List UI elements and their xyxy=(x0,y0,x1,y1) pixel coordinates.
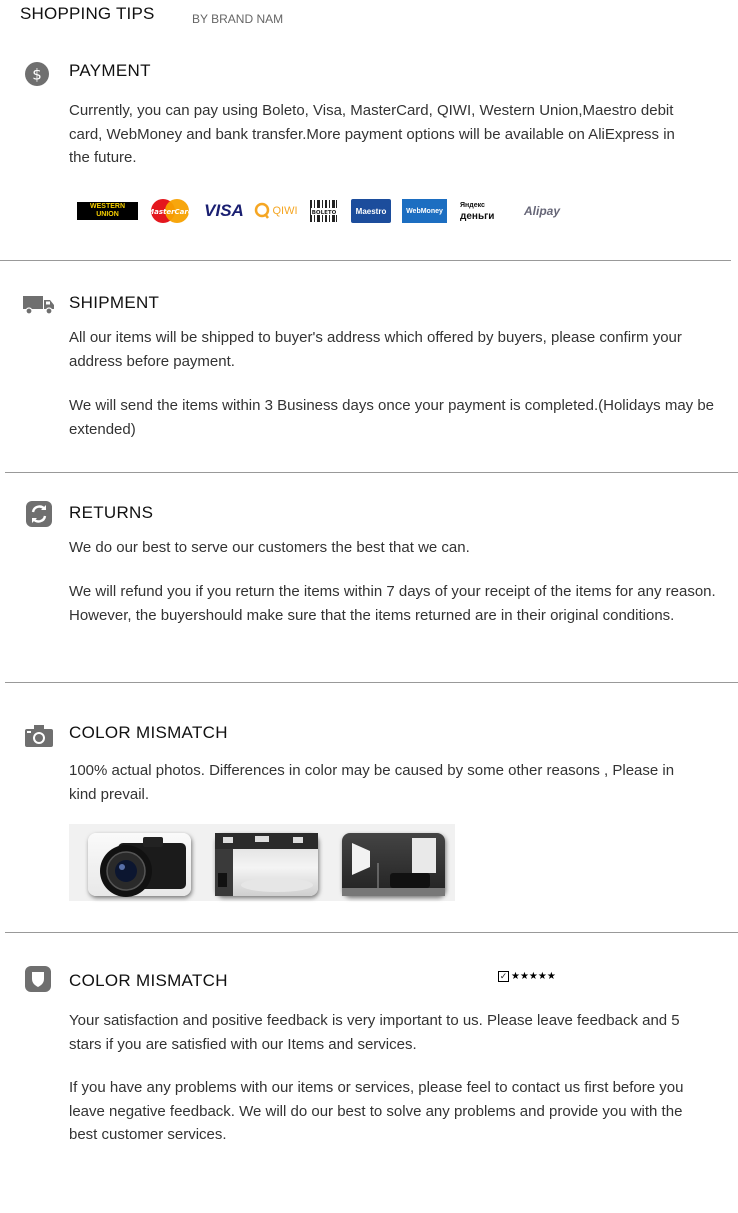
camera-photo xyxy=(88,833,191,896)
divider xyxy=(5,472,738,473)
mastercard-logo xyxy=(147,198,193,224)
returns-title: RETURNS xyxy=(69,503,154,522)
checkbox-icon: ✓ xyxy=(499,971,508,981)
feedback-text-2: If you have any problems with our items or services, please feel to contact us first before you leave negative feedback. We will do our best to solve any problems and provide you with the best customer services. xyxy=(69,1079,684,1143)
payment-title: PAYMENT xyxy=(69,61,151,80)
webmoney-logo: WebMoney xyxy=(402,199,447,223)
divider xyxy=(5,682,738,683)
divider xyxy=(5,932,738,933)
returns-text-2: We will refund you if you return the items within 7 days of your receipt of the items for any reason. However, the buyershould make sure that the items returned are in their original conditions. xyxy=(69,583,716,624)
shield-icon xyxy=(24,965,52,993)
color-mismatch-text: 100% actual photos. Differences in color may be caused by some other reasons , Please in kind prevail. xyxy=(69,762,675,803)
western-union-logo: WESTERN UNION xyxy=(77,202,138,220)
svg-text:$: $ xyxy=(32,65,42,84)
svg-text:MasterCard: MasterCard xyxy=(147,208,193,216)
qiwi-logo: QIWI xyxy=(252,198,300,224)
truck-icon xyxy=(22,290,56,318)
returns-text-1: We do our best to serve our customers the best that we can. xyxy=(69,539,470,556)
feedback-text-1: Your satisfaction and positive feedback is very important to us. Please leave feedback and 5 stars if you are satisfied with our Items and services. xyxy=(69,1012,680,1053)
studio-photo xyxy=(215,833,318,896)
divider xyxy=(0,260,731,261)
color-mismatch-title: COLOR MISMATCH xyxy=(69,723,228,742)
feedback-title: COLOR MISMATCH xyxy=(69,971,228,990)
shipment-text-1: All our items will be shipped to buyer's address which offered by buyers, please confirm your address before payment. xyxy=(69,329,682,370)
payment-text: Currently, you can pay using Boleto, Visa, MasterCard, QIWI, Western Union,Maestro debit card, WebMoney and bank transfer.More payment options will be available on AliExpress in the future. xyxy=(69,102,675,166)
shipment-title: SHIPMENT xyxy=(69,293,160,312)
brand-name: BY BRAND NAM xyxy=(192,12,284,26)
shipment-text-2: We will send the items within 3 Business days once your payment is completed.(Holidays may be extended) xyxy=(69,397,715,438)
boleto-logo xyxy=(309,198,339,224)
alipay-logo: Alipay xyxy=(523,204,560,218)
rating-badge xyxy=(498,971,556,982)
refresh-icon xyxy=(25,500,53,528)
star-rating: ★★★★★ xyxy=(511,971,556,982)
dollar-icon xyxy=(23,60,51,88)
visa-logo: VISA xyxy=(204,201,244,220)
camera-icon xyxy=(24,722,54,750)
maestro-logo: Maestro xyxy=(351,199,391,223)
svg-text:BOLETO: BOLETO xyxy=(311,210,337,216)
page-title: SHOPPING TIPS xyxy=(20,4,155,23)
photo-studio-setup xyxy=(342,833,445,896)
yandex-money-logo: Яндекс деньги xyxy=(460,202,495,222)
